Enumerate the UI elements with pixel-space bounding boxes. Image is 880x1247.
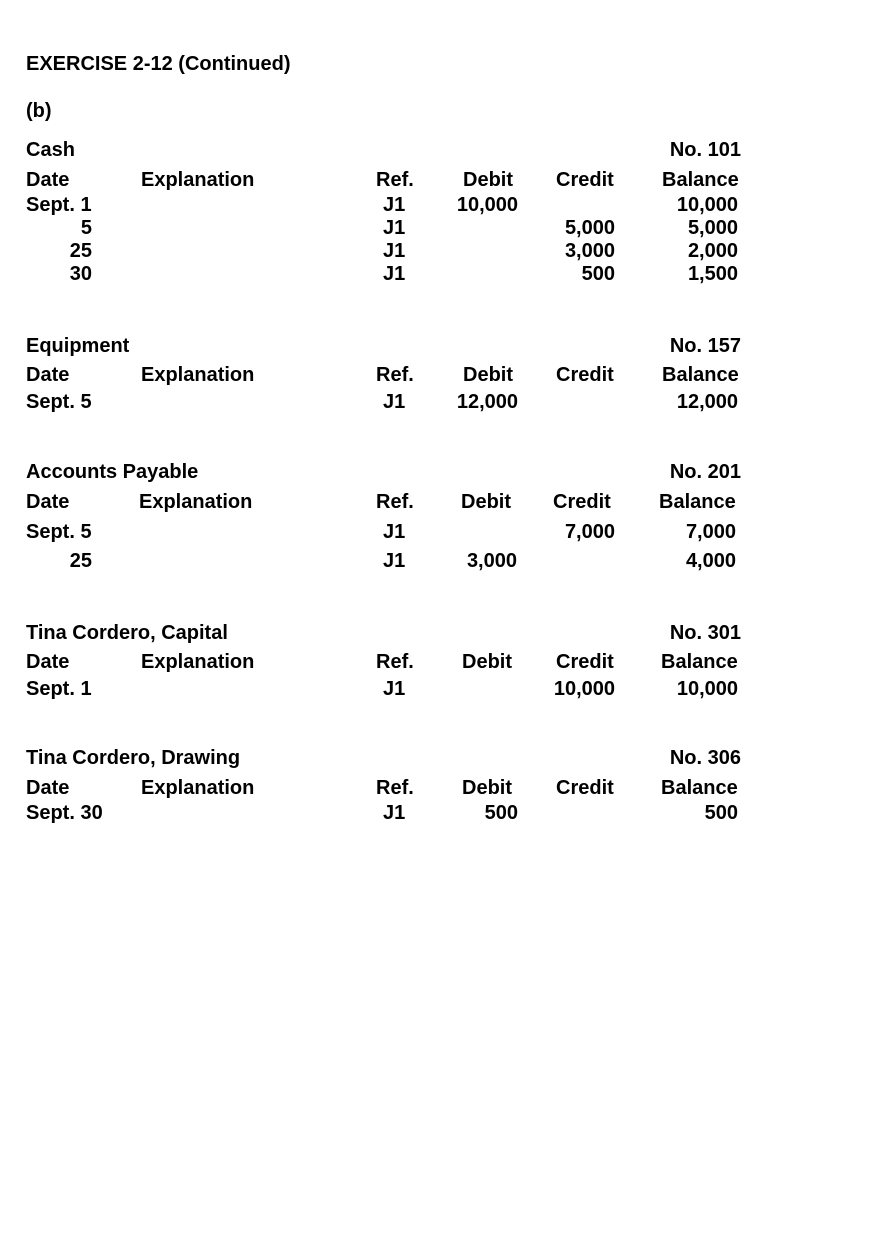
row-balance: 4,000 — [685, 550, 736, 572]
ledger-row — [0, 239, 880, 262]
header-debit: Debit — [463, 169, 513, 191]
account-number: No. 306 — [669, 747, 741, 769]
header-ref: Ref. — [376, 169, 414, 191]
row-balance: 12,000 — [676, 391, 738, 413]
row-date: Sept. 1 — [26, 194, 92, 216]
header-ref: Ref. — [376, 777, 414, 799]
row-balance: 1,500 — [687, 263, 738, 285]
row-credit: 10,000 — [553, 678, 615, 700]
ledger-drawing — [0, 746, 880, 825]
account-header — [0, 334, 880, 358]
ledger-row — [0, 677, 880, 701]
row-ref: J1 — [383, 217, 406, 239]
row-balance: 7,000 — [685, 521, 736, 543]
account-header — [0, 138, 880, 162]
header-date: Date — [26, 364, 70, 386]
header-explanation: Explanation — [139, 491, 253, 513]
account-number: No. 157 — [669, 335, 741, 357]
header-credit: Credit — [556, 777, 614, 799]
header-credit: Credit — [556, 169, 614, 191]
header-balance: Balance — [662, 169, 739, 191]
column-headers — [0, 650, 880, 674]
exercise-title: EXERCISE 2-12 (Continued) — [26, 53, 291, 75]
ledger-capital — [0, 621, 880, 701]
account-header — [0, 746, 880, 770]
header-date: Date — [26, 777, 70, 799]
row-balance: 5,000 — [687, 217, 738, 239]
column-headers — [0, 363, 880, 387]
row-ref: J1 — [383, 521, 406, 543]
header-explanation: Explanation — [141, 651, 255, 673]
header-balance: Balance — [662, 364, 739, 386]
row-date: Sept. 5 — [26, 391, 92, 413]
row-ref: J1 — [383, 550, 406, 572]
header-ref: Ref. — [376, 491, 414, 513]
row-date: 25 — [69, 550, 92, 572]
row-debit: 3,000 — [466, 550, 517, 572]
row-ref: J1 — [383, 194, 406, 216]
ledger-row — [0, 520, 880, 544]
row-debit: 500 — [484, 802, 518, 824]
header-ref: Ref. — [376, 651, 414, 673]
row-credit: 7,000 — [564, 521, 615, 543]
account-number: No. 101 — [669, 139, 741, 161]
row-date: 5 — [80, 217, 92, 239]
row-ref: J1 — [383, 802, 406, 824]
row-credit: 3,000 — [564, 240, 615, 262]
row-balance: 10,000 — [676, 678, 738, 700]
row-credit: 5,000 — [564, 217, 615, 239]
header-explanation: Explanation — [141, 777, 255, 799]
column-headers — [0, 776, 880, 800]
row-balance: 10,000 — [676, 194, 738, 216]
header-credit: Credit — [556, 651, 614, 673]
row-balance: 500 — [704, 802, 738, 824]
account-name: Accounts Payable — [26, 461, 199, 483]
header-explanation: Explanation — [141, 169, 255, 191]
ledger-row — [0, 549, 880, 573]
row-date: 25 — [69, 240, 92, 262]
account-number: No. 201 — [669, 461, 741, 483]
account-header — [0, 621, 880, 645]
header-debit: Debit — [461, 491, 511, 513]
header-balance: Balance — [661, 651, 738, 673]
account-name: Cash — [26, 139, 75, 161]
header-debit: Debit — [462, 777, 512, 799]
ledger-equipment — [0, 334, 880, 414]
column-headers — [0, 168, 880, 192]
ledger-row — [0, 193, 880, 216]
account-name: Equipment — [26, 335, 130, 357]
ledger-row — [0, 216, 880, 239]
row-date: 30 — [69, 263, 92, 285]
row-date: Sept. 1 — [26, 678, 92, 700]
part-label: (b) — [26, 100, 52, 122]
account-name: Tina Cordero, Capital — [26, 622, 228, 644]
row-credit: 500 — [581, 263, 615, 285]
row-ref: J1 — [383, 678, 406, 700]
row-debit: 10,000 — [456, 194, 518, 216]
row-ref: J1 — [383, 391, 406, 413]
row-balance: 2,000 — [687, 240, 738, 262]
header-date: Date — [26, 651, 70, 673]
ledger-accounts-payable — [0, 460, 880, 573]
row-date: Sept. 30 — [26, 802, 103, 824]
account-number: No. 301 — [669, 622, 741, 644]
header-debit: Debit — [463, 364, 513, 386]
account-name: Tina Cordero, Drawing — [26, 747, 241, 769]
header-debit: Debit — [462, 651, 512, 673]
header-credit: Credit — [556, 364, 614, 386]
row-ref: J1 — [383, 263, 406, 285]
header-date: Date — [26, 491, 70, 513]
header-date: Date — [26, 169, 70, 191]
header-credit: Credit — [553, 491, 611, 513]
column-headers — [0, 490, 880, 514]
header-balance: Balance — [661, 777, 738, 799]
ledger-cash — [0, 138, 880, 285]
header-explanation: Explanation — [141, 364, 255, 386]
row-date: Sept. 5 — [26, 521, 92, 543]
row-ref: J1 — [383, 240, 406, 262]
account-header — [0, 460, 880, 484]
ledger-row — [0, 390, 880, 414]
row-debit: 12,000 — [456, 391, 518, 413]
header-balance: Balance — [659, 491, 736, 513]
ledger-row — [0, 801, 880, 825]
ledger-row — [0, 262, 880, 285]
header-ref: Ref. — [376, 364, 414, 386]
